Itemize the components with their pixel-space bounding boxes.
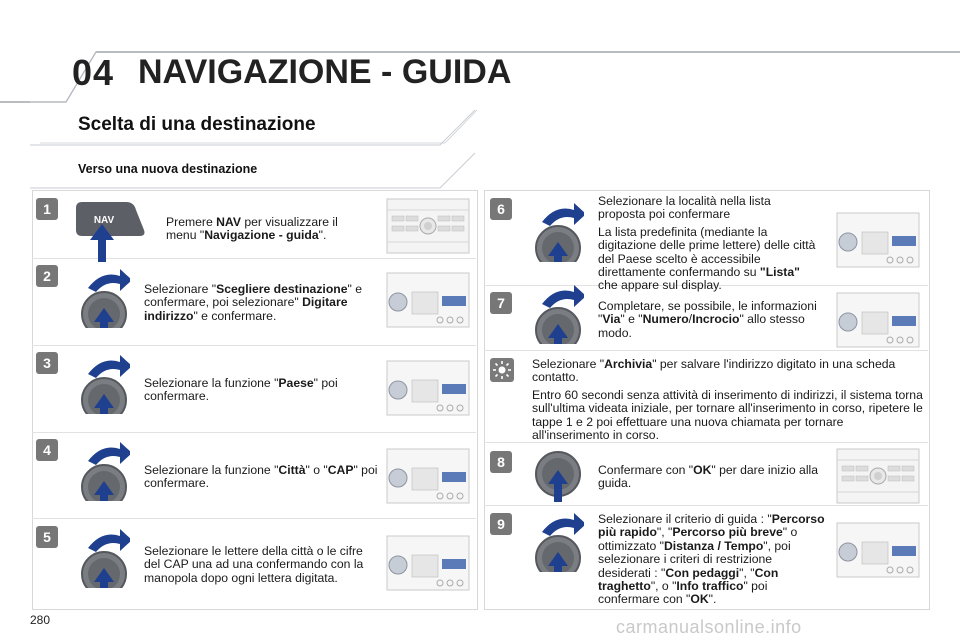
row-divider <box>32 432 476 433</box>
radio-unit-illustration <box>386 198 470 258</box>
step-7-text: Completare, se possibile, le informazioni "Via" e "Numero/Incrocio" allo stesso modo. <box>598 299 817 340</box>
tip-text: Selezionare "Archivia" per salvare l'indirizzo digitato in una scheda contatto. Entro 60 secondi senza attività di inserimento di indirizzi, il sistema torna sull'ultima videata iniziale, per tornare all'inserimento in corso, ripetere le tappe 1 e 2 poi effettuare una nuova chiamata per tornare all'inserimento in corso. <box>532 357 923 443</box>
rotary-knob-icon <box>530 510 584 572</box>
step-8-text: Confermare con "OK" per dare inizio alla guida. <box>598 463 819 491</box>
step-badge-9: 9 <box>490 513 512 535</box>
row-divider <box>32 345 476 346</box>
nav-button-icon <box>74 200 146 264</box>
step-6-text: Selezionare la località nella lista proposta poi confermare La lista predefinita (mediante la digitazione delle prime lettere) delle città del Paese scelto è accessibile direttamente confermando su "Lista" che appare sul display. <box>598 194 816 293</box>
rotary-knob-icon <box>76 352 130 414</box>
radio-screen-illustration <box>836 292 920 352</box>
step-2-text: Selezionare "Scegliere destinazione" e confermare, poi selezionare" Digitare indirizzo" e confermare. <box>144 282 362 323</box>
step-badge-3: 3 <box>36 352 58 374</box>
rotary-knob-icon <box>76 266 130 328</box>
nav-button-label: NAV <box>93 215 115 226</box>
tip-lightbulb-icon <box>490 358 514 382</box>
step-4-text: Selezionare la funzione "Città" o "CAP" poi confermare. <box>144 463 378 491</box>
radio-screen-illustration <box>386 272 470 332</box>
radio-screen-illustration <box>836 212 920 272</box>
step-badge-7: 7 <box>490 292 512 314</box>
step-9-text: Selezionare il criterio di guida : "Percorso più rapido", "Percorso più breve" o ottimizzato "Distanza / Tempo", poi selezionare i criteri di restrizione desiderati : "Con pedaggi", "Con traghetto", o "Info traffico" poi confermare con "OK". <box>598 512 825 607</box>
step-badge-6: 6 <box>490 198 512 220</box>
step-badge-4: 4 <box>36 439 58 461</box>
step-badge-2: 2 <box>36 265 58 287</box>
section-title: Scelta di una destinazione <box>78 114 316 135</box>
rotary-knob-icon <box>76 439 130 501</box>
radio-screen-illustration <box>386 535 470 595</box>
page-number: 280 <box>30 613 51 627</box>
chapter-title: NAVIGAZIONE - GUIDA <box>138 53 512 91</box>
rotary-knob-icon <box>76 526 130 588</box>
row-divider <box>32 518 476 519</box>
radio-unit-illustration <box>836 448 920 508</box>
step-badge-5: 5 <box>36 526 58 548</box>
step-badge-8: 8 <box>490 451 512 473</box>
step-5-text: Selezionare le lettere della città o le cifre del CAP una ad una confermando con la manopola dopo ogni lettera digitata. <box>144 544 364 585</box>
radio-screen-illustration <box>386 448 470 508</box>
step-3-text: Selezionare la funzione "Paese" poi confermare. <box>144 376 338 404</box>
radio-screen-illustration <box>836 522 920 582</box>
rotary-knob-icon <box>530 282 584 344</box>
chapter-number: 04 <box>72 52 115 93</box>
step-1-text: Premere NAV per visualizzare il menu "Navigazione - guida". <box>166 215 338 243</box>
rotary-knob-press-icon <box>530 446 590 506</box>
step-badge-1: 1 <box>36 198 58 220</box>
rotary-knob-icon <box>530 200 584 262</box>
radio-screen-illustration <box>386 360 470 420</box>
watermark: carmanualsonline.info <box>616 617 802 637</box>
subsection-title: Verso una nuova destinazione <box>78 162 258 176</box>
